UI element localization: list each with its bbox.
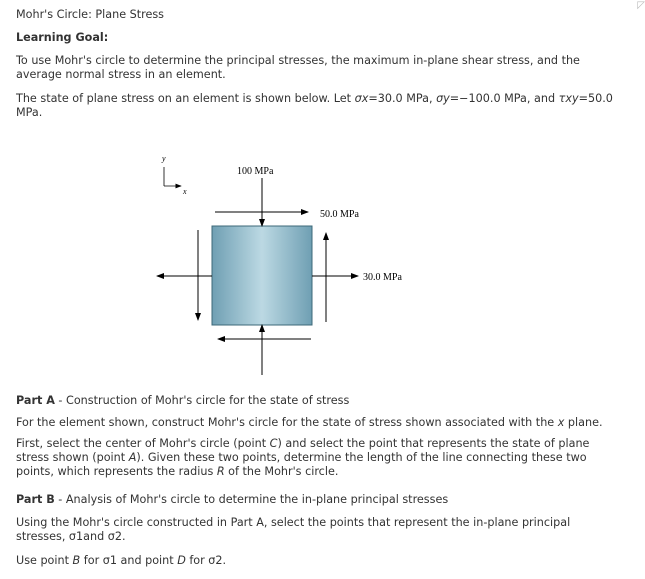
part-a-title — [16, 394, 349, 408]
sigma-x-symbol: σx — [354, 92, 369, 105]
axes-icon — [161, 154, 187, 196]
part-b-heading: Part B — [16, 493, 55, 506]
part-b-line2-c: for σ1 and point — [80, 554, 178, 567]
point-d-label: D — [177, 554, 186, 567]
page-title: Mohr's Circle: Plane Stress — [16, 8, 165, 21]
part-b-line2-e: for σ2. — [185, 554, 227, 567]
label-100-mpa: 100 MPa — [237, 166, 274, 177]
stress-element-square — [212, 226, 312, 325]
axis-y-label: y — [162, 154, 166, 163]
part-a-line1-a: For the element shown, construct Mohr's circle for the state of stress shown associated with the — [16, 416, 558, 429]
part-a-heading: Part A — [16, 394, 55, 407]
part-a-subtitle: - Construction of Mohr's circle for the state of stress — [54, 394, 350, 407]
part-a-line2-c2: ). Given these two points, determine the length of the line connecting these two points, which represents the radius — [16, 451, 587, 478]
part-a-line1 — [16, 416, 616, 430]
corner-resize-icon: ◸ — [637, 0, 645, 11]
part-a-line2-b: ) and select the point that represents the state of plane stress shown (point — [16, 437, 590, 464]
part-a-line2-a: First, select the center of Mohr's circle (point — [16, 437, 270, 450]
part-b-line1: Using the Mohr's circle constructed in Part A, select the points that represent the in-plane principal stresses, σ1and σ2. — [16, 516, 571, 543]
point-b-label: B — [72, 554, 81, 567]
part-a-line1-x: x — [557, 416, 565, 429]
radius-r-label: R — [216, 465, 225, 478]
part-a-line1-b: plane. — [564, 416, 603, 429]
part-a-line2-end: of the Mohr's circle. — [224, 465, 339, 478]
stress-element-diagram — [145, 148, 445, 378]
sigma-y-symbol: σy — [436, 92, 450, 105]
sigma-y-value: =−100.0 MPa, and — [449, 92, 559, 105]
label-30-mpa: 30.0 MPa — [363, 272, 402, 283]
stress-intro: The state of plane stress on an element is shown below. Let — [16, 92, 355, 105]
part-a-line2 — [16, 437, 616, 479]
stress-state-text — [16, 92, 616, 120]
point-a-label: A — [128, 451, 137, 464]
tau-xy-symbol: τxy — [558, 92, 579, 105]
part-b-line2-a: Use point — [16, 554, 73, 567]
axis-x-label: x — [183, 187, 187, 196]
sigma-x-value: =30.0 MPa, — [368, 92, 437, 105]
point-c-label: C — [269, 437, 278, 450]
part-b-line2 — [16, 554, 226, 568]
learning-goal-heading: Learning Goal: — [16, 31, 109, 44]
part-b-subtitle: - Analysis of Mohr's circle to determine the in-plane principal stresses — [54, 493, 449, 506]
learning-goal-text: To use Mohr's circle to determine the principal stresses, the maximum in-plane shear stress, and the average normal stress in an element. — [16, 54, 580, 81]
part-b-title — [16, 493, 448, 507]
label-50-mpa: 50.0 MPa — [320, 209, 359, 220]
tau-xy-value: =50.0 MPa. — [16, 92, 613, 119]
